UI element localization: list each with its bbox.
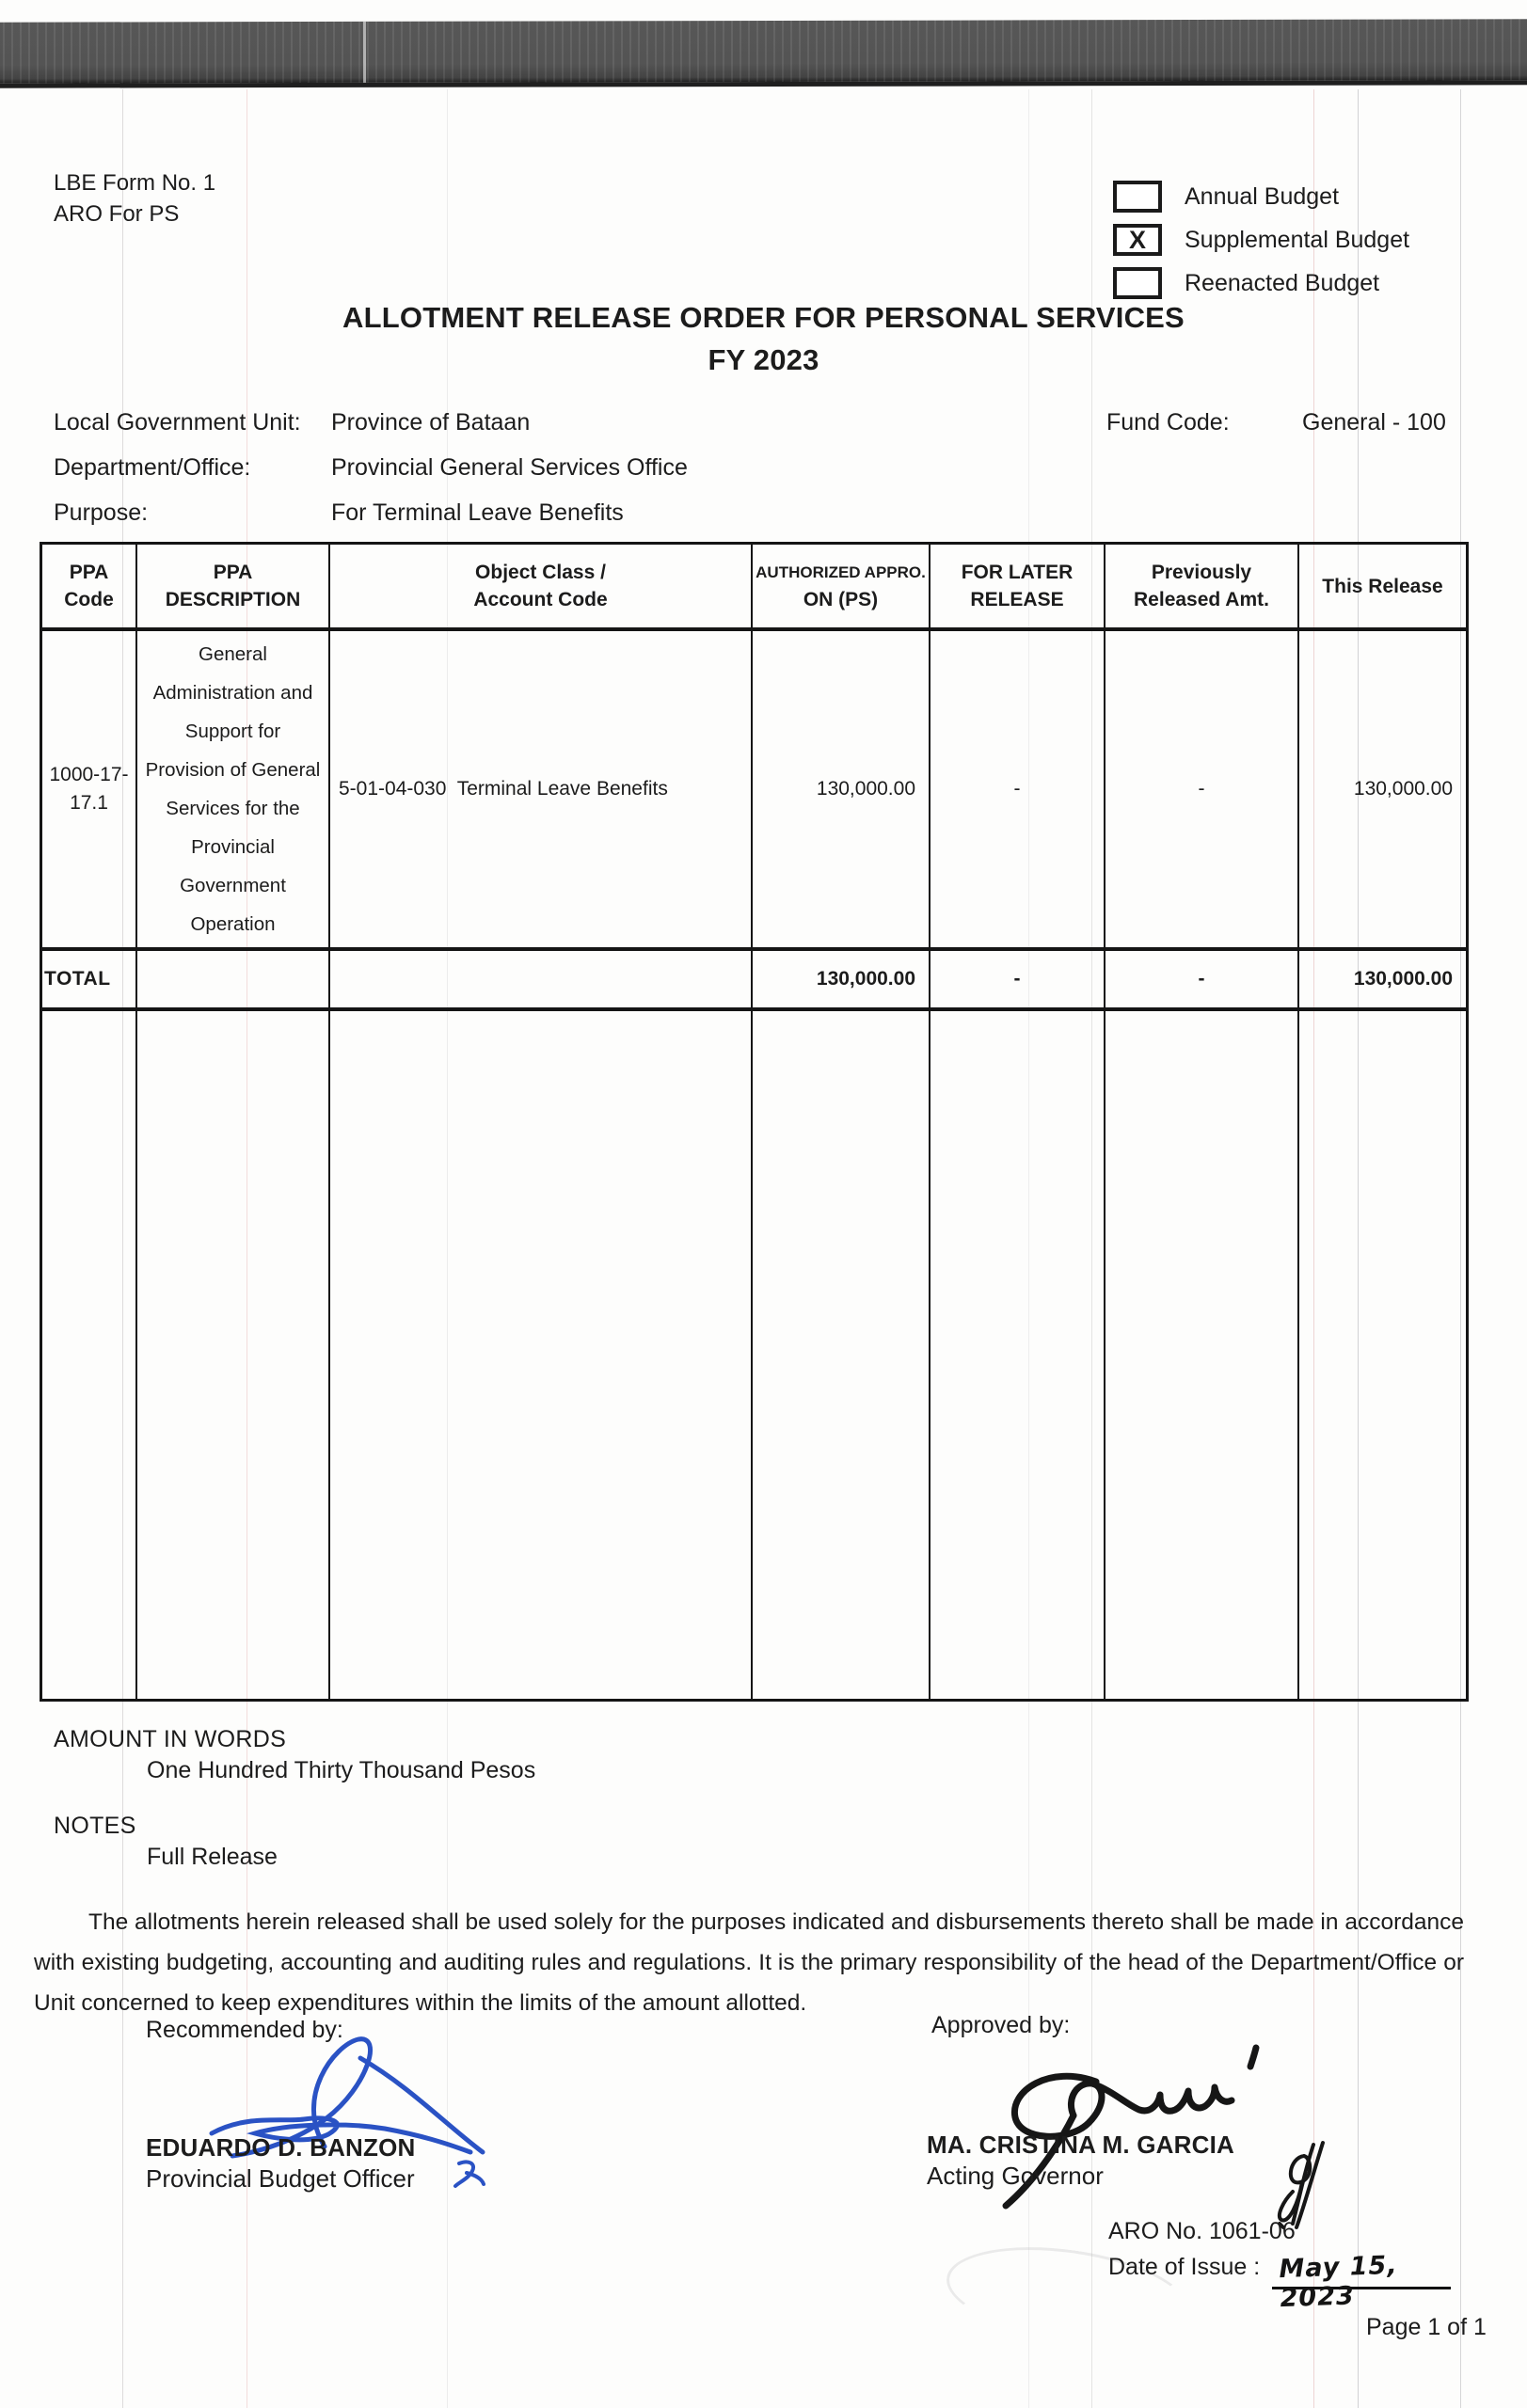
row-ppa-description: General Administration and Support for Provision of General Services for the Provincial Government Operation — [137, 631, 330, 951]
row-this-release: 130,000.00 — [1299, 631, 1466, 951]
lgu-value: Province of Bataan — [331, 409, 531, 436]
row-authorized-appro: 130,000.00 — [753, 631, 931, 951]
header-for-later-release: FOR LATER RELEASE — [931, 545, 1105, 631]
reenacted-budget-checkbox — [1113, 267, 1162, 299]
notes-label: NOTES — [54, 1813, 136, 1839]
purpose-label: Purpose: — [54, 499, 149, 526]
scan-artifact-band — [0, 19, 1527, 87]
empty-cell — [931, 1011, 1105, 1699]
approved-name: MA. CRISTINA M. GARCIA — [927, 2131, 1234, 2159]
page-indicator: Page 1 of 1 — [1366, 2314, 1487, 2340]
purpose-value: For Terminal Leave Benefits — [331, 499, 624, 526]
lgu-label: Local Government Unit: — [54, 409, 301, 436]
recommended-by-label: Recommended by: — [146, 2017, 343, 2043]
empty-cell — [1105, 1011, 1299, 1699]
total-this-release: 130,000.00 — [1299, 951, 1466, 1011]
row-previously-released: - — [1105, 631, 1299, 951]
empty-cell — [137, 1011, 330, 1699]
form-type: ARO For PS — [54, 201, 180, 227]
disclaimer-paragraph: The allotments herein released shall be used solely for the purposes indicated and disbursements thereto shall be made in accordance with existing budgeting, accounting and auditing rules and regulations. It is the primary responsibility of the head of the Department/Office or Unit concerned to keep expenditures within the limits of the amount allotted. — [34, 1909, 1464, 2016]
total-empty-description — [137, 951, 330, 1011]
checkbox-row-supplemental-budget — [1113, 224, 1409, 256]
date-of-issue-label: Date of Issue : — [1108, 2254, 1261, 2280]
total-empty-object-class — [330, 951, 753, 1011]
checkbox-row-reenacted-budget — [1113, 267, 1379, 299]
total-label: TOTAL — [42, 951, 137, 1011]
total-for-later-release: - — [931, 951, 1105, 1011]
total-authorized-appro: 130,000.00 — [753, 951, 931, 1011]
approved-title: Acting Governor — [927, 2162, 1104, 2190]
checkbox-mark: X — [1128, 225, 1146, 254]
approved-initial-mark — [1272, 2137, 1330, 2231]
checkbox-row-annual-budget — [1113, 181, 1339, 213]
row-for-later-release: - — [931, 631, 1105, 951]
aro-number: ARO No. 1061-06 — [1108, 2218, 1296, 2244]
amount-in-words-value: One Hundred Thirty Thousand Pesos — [147, 1757, 536, 1783]
department-value: Provincial General Services Office — [331, 454, 688, 481]
scan-band-notch — [363, 22, 366, 83]
recommended-title: Provincial Budget Officer — [146, 2164, 415, 2193]
date-of-issue-value: May 15, 2023 — [1278, 2250, 1399, 2314]
header-ppa-code: PPA Code — [42, 545, 137, 631]
empty-cell — [753, 1011, 931, 1699]
stamp-impression — [941, 2233, 1196, 2355]
annual-budget-label: Annual Budget — [1185, 182, 1340, 210]
reenacted-budget-label: Reenacted Budget — [1185, 269, 1380, 296]
amount-in-words-label: AMOUNT IN WORDS — [54, 1726, 287, 1752]
document-title: ALLOTMENT RELEASE ORDER FOR PERSONAL SERVICES — [342, 301, 1185, 334]
header-this-release: This Release — [1299, 545, 1466, 631]
date-of-issue-line — [1272, 2250, 1451, 2314]
notes-value: Full Release — [147, 1844, 278, 1870]
recommended-name: EDUARDO D. BANZON — [146, 2133, 416, 2162]
fiscal-year: FY 2023 — [708, 343, 819, 376]
row-object-class: 5-01-04-030 Terminal Leave Benefits — [330, 631, 753, 951]
fund-code-value: General - 100 — [1302, 409, 1446, 436]
row-ppa-code: 1000-17-17.1 — [42, 631, 137, 951]
approved-by-label: Approved by: — [931, 2012, 1071, 2038]
total-previously-released: - — [1105, 951, 1299, 1011]
supplemental-budget-label: Supplemental Budget — [1185, 226, 1410, 253]
supplemental-budget-checkbox — [1113, 224, 1162, 256]
header-previously-released: Previously Released Amt. — [1105, 545, 1299, 631]
annual-budget-checkbox — [1113, 181, 1162, 213]
empty-cell — [1299, 1011, 1466, 1699]
allotment-table — [40, 542, 1469, 1702]
department-label: Department/Office: — [54, 454, 251, 481]
form-number: LBE Form No. 1 — [54, 170, 216, 196]
header-ppa-description: PPA DESCRIPTION — [137, 545, 330, 631]
header-authorized-appro: AUTHORIZED APPRO. ON (PS) — [753, 545, 931, 631]
recommended-initial-mark — [450, 2158, 487, 2190]
header-object-class: Object Class / Account Code — [330, 545, 753, 631]
empty-cell — [42, 1011, 137, 1699]
fund-code-label: Fund Code: — [1106, 409, 1230, 436]
empty-cell — [330, 1011, 753, 1699]
